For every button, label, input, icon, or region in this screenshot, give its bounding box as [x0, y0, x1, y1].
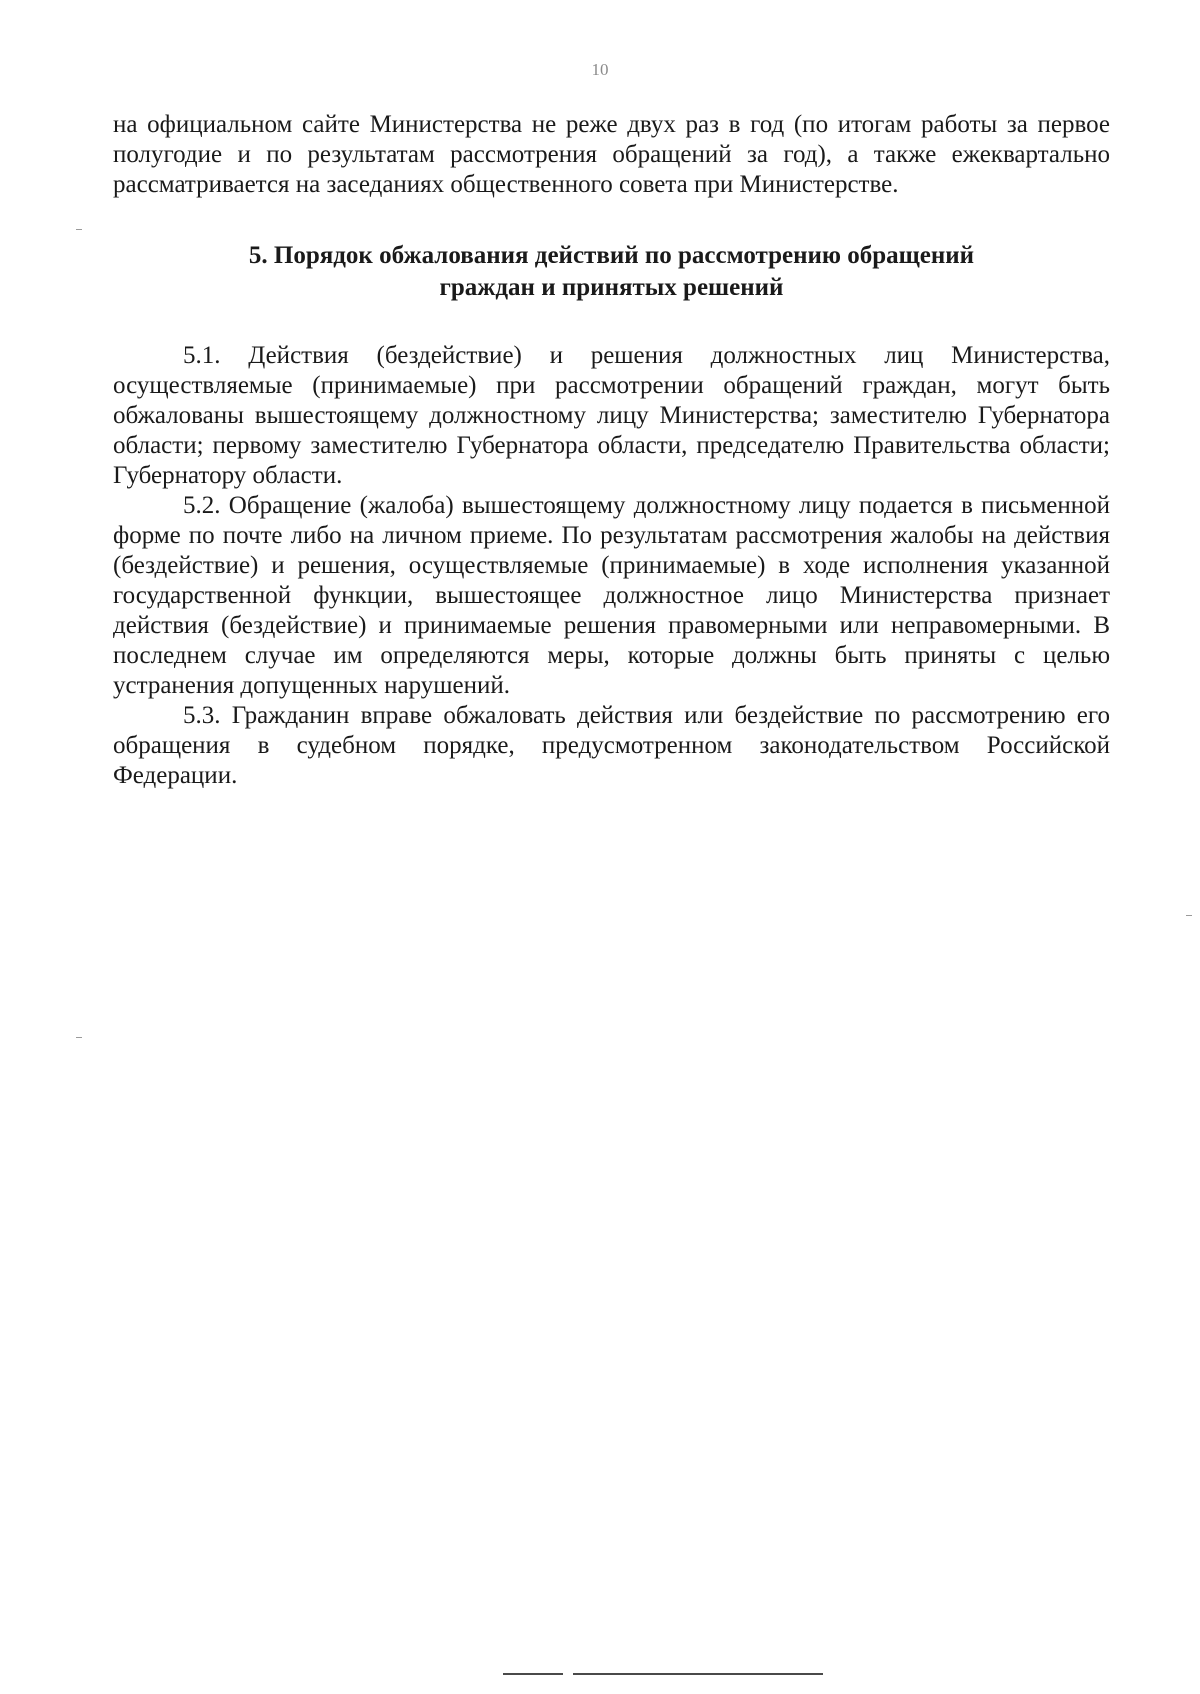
footer-rule-right [573, 1673, 823, 1675]
scan-mark [1186, 915, 1192, 916]
section-heading [113, 240, 1110, 304]
footer-rule-left [503, 1673, 563, 1675]
paragraph-5-3: 5.3. Гражданин вправе обжаловать действия или бездействие по рассмотрению его обращения в судебном порядке, предусмотренном законодательством Российской Федерации. [113, 702, 1110, 789]
section-heading-line-2: граждан и принятых решений [439, 274, 784, 301]
paragraph-5-2: 5.2. Обращение (жалоба) вышестоящему должностному лицу подается в письменной форме по почте либо на личном приеме. По результатам рассмотрения жалобы на действия (бездействие) и решения, осуществляемые (принимаемые) в ходе исполнения указанной государственной функции, вышестоящее должностное лицо Министерства признает действия (бездействие) и принимаемые решения правомерными или неправомерными. В последнем случае им определяются меры, которые должны быть приняты с целью устранения допущенных нарушений. [113, 492, 1110, 699]
document-body [113, 110, 1110, 791]
paragraph-5-1: 5.1. Действия (бездействие) и решения должностных лиц Министерства, осуществляемые (принимаемые) при рассмотрении обращений граждан, могут быть обжалованы вышестоящему должностному лицу Министерства; заместителю Губернатора области; первому заместителю Губернатора области, председателю Правительства области; Губернатору области. [113, 342, 1110, 489]
intro-paragraph: на официальном сайте Министерства не реже двух раз в год (по итогам работы за первое полугодие и по результатам рассмотрения обращений за год), а также ежеквартально рассматривается на заседаниях общественного совета при Министерстве. [113, 111, 1110, 198]
section-heading-line-1: 5. Порядок обжалования действий по рассмотрению обращений [248, 242, 975, 269]
page-number: 10 [591, 60, 609, 79]
scan-mark [76, 1037, 82, 1038]
scan-mark [76, 229, 82, 230]
